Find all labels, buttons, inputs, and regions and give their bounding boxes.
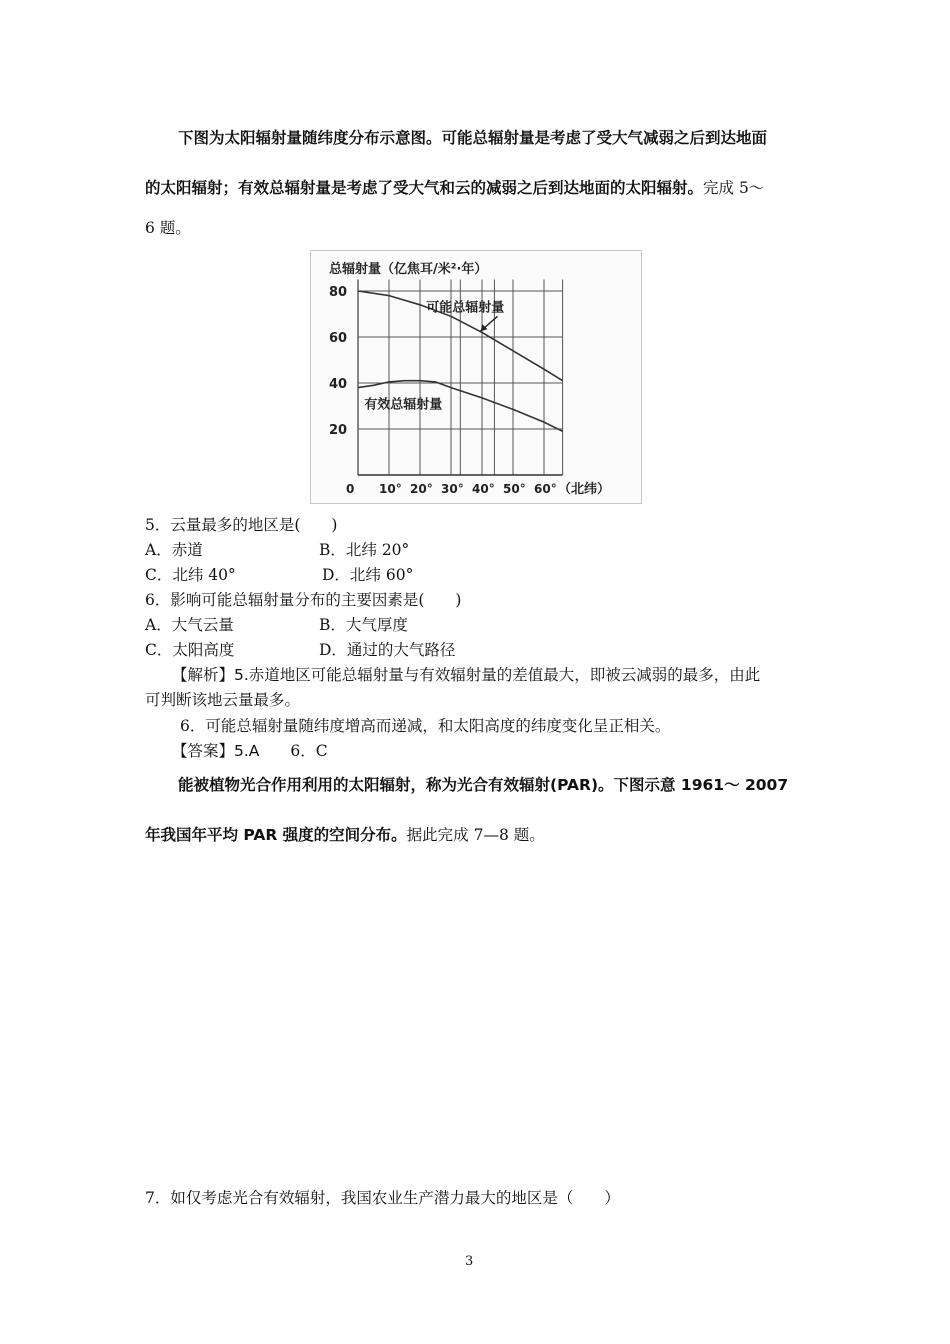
y-tick-label: 60 [329,331,348,346]
page-number: 3 [465,1254,474,1269]
analysis-text1: 赤道地区可能总辐射量与有效辐射量的差值最大，即被云减弱的最多，由此 [248,666,761,684]
q6-option-c: C．太阳高度 [145,641,235,659]
intro1-line2-bold: 的太阳辐射；有效总辐射量是考虑了受大气和云的减弱之后到达地面的太阳辐射。 [145,179,704,197]
intro1-line3: 6 题。 [145,219,191,237]
q6-options-row1 [145,615,810,635]
q5-option-b: B．北纬 20° [319,541,410,559]
x-tick-label: 0 [346,482,355,496]
q5-stem: 5．云量最多的地区是( ) [145,516,338,534]
x-tick-label: 40° [472,482,495,496]
q6-option-a: A．大气云量 [145,616,234,634]
x-tick-label: 10° [379,482,402,496]
chart-title: 总辐射量（亿焦耳/米²·年） [329,262,488,277]
q6-stem: 6．影响可能总辐射量分布的主要因素是( ) [145,591,462,609]
answer-label: 【答案】5.A [172,742,260,760]
q5-option-a: A．赤道 [145,541,203,559]
intro2-line2-tail: 据此完成 7—8 题。 [406,826,545,844]
y-tick-label: 20 [329,423,348,438]
y-tick-label: 40 [329,377,348,392]
x-tick-label: 20° [410,482,433,496]
intro2-line1: 能被植物光合作用利用的太阳辐射，称为光合有效辐射(PAR)。下图示意 1961～ 2007 [178,776,789,794]
radiation-chart [310,250,642,504]
x-tick-label: 60° [534,482,557,496]
analysis-line1 [172,665,837,685]
chart-xlabel: （北纬） [558,482,611,497]
radiation-chart-svg [311,251,641,503]
intro1-line1: 下图为太阳辐射量随纬度分布示意图。可能总辐射量是考虑了受大气减弱之后到达地面 [178,129,768,147]
intro2-line2-bold: 年我国年平均 PAR 强度的空间分布。 [145,826,407,844]
series-effective-radiation-label: 有效总辐射量 [364,397,443,413]
q5-option-d: D．北纬 60° [322,566,414,584]
q6-option-b: B．大气厚度 [319,616,408,634]
q5-options-row1 [145,540,810,560]
q5-options-row2 [145,565,810,585]
q5-option-c: C．北纬 40° [145,566,236,584]
analysis-line2: 可判断该地云量最多。 [145,691,301,709]
intro1-line2 [145,178,810,198]
intro2-line2 [145,825,810,845]
q6-option-d: D．通过的大气路径 [319,641,456,659]
series-possible-radiation-label: 可能总辐射量 [426,300,505,316]
answer-rest: 6．C [259,742,328,760]
analysis-line3: 6．可能总辐射量随纬度增高而递减，和太阳高度的纬度变化呈正相关。 [180,717,671,735]
q7-stem: 7．如仅考虑光合有效辐射，我国农业生产潜力最大的地区是（ ） [145,1189,620,1207]
answer-line [172,741,837,761]
analysis-label: 【解析】5. [172,666,249,684]
intro1-line2-tail: 完成 5～ [703,179,765,197]
x-tick-label: 30° [441,482,464,496]
q6-options-row2 [145,640,810,660]
y-tick-label: 80 [329,285,348,300]
x-tick-label: 50° [503,482,526,496]
